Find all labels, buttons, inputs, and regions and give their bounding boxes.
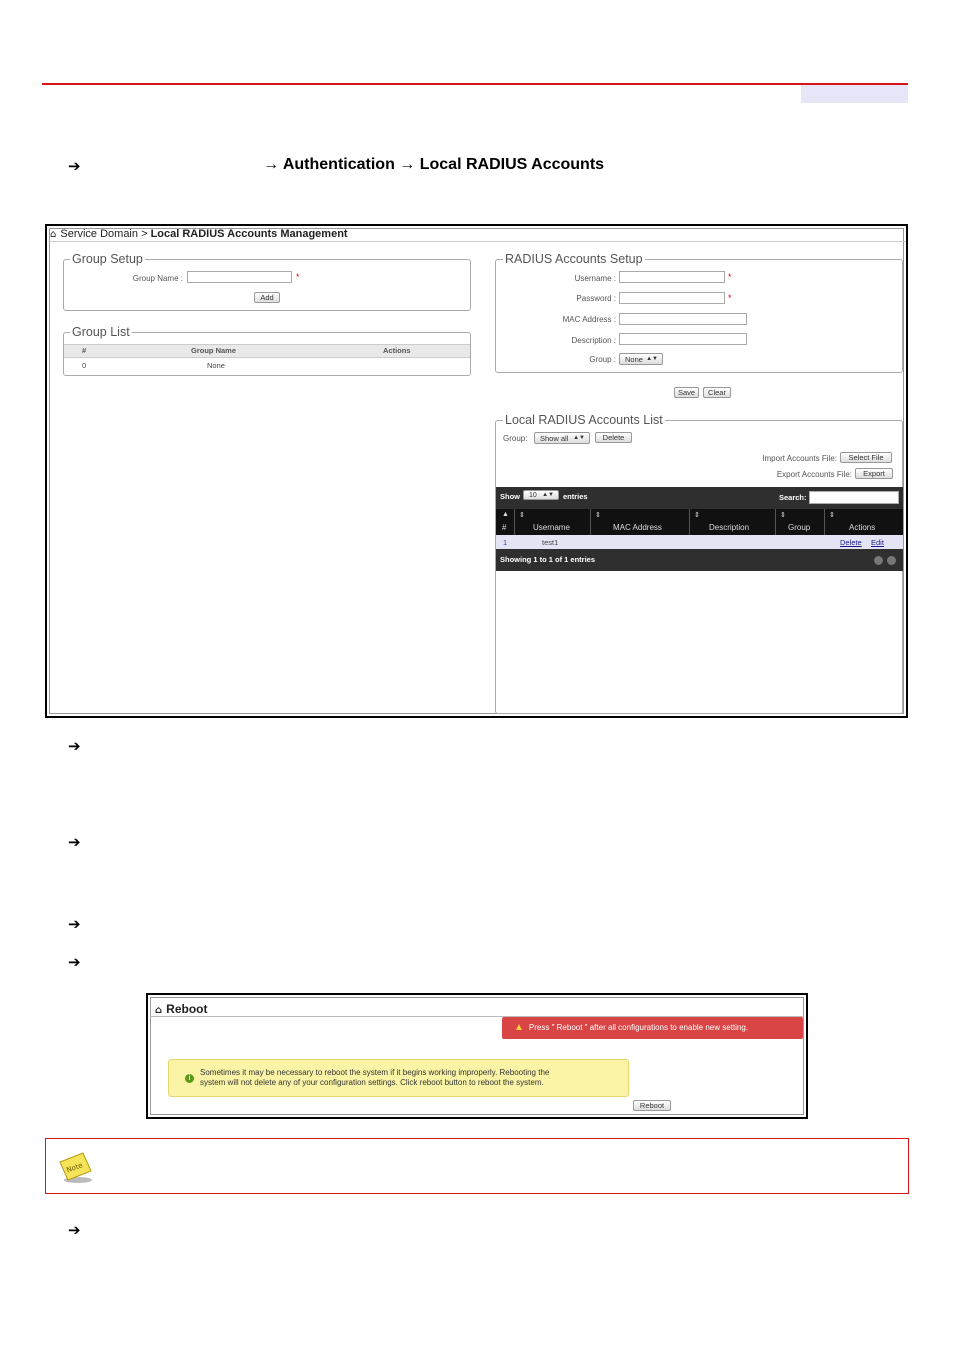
col-group[interactable]: Group: [788, 523, 811, 532]
save-button[interactable]: Save: [674, 387, 699, 398]
chevron-updown-icon: ▲▼: [646, 356, 658, 362]
delete-group-button[interactable]: Delete: [595, 432, 632, 443]
group-filter-select[interactable]: Show all ▲▼: [534, 432, 590, 444]
home-icon: ⌂: [50, 229, 57, 240]
reboot-title: ⌂ Reboot: [155, 1002, 208, 1016]
sort-icon[interactable]: ⇕: [519, 512, 525, 519]
add-group-button[interactable]: Add: [254, 292, 280, 303]
sort-icon[interactable]: ⇕: [829, 512, 835, 519]
col-actions: Actions: [383, 346, 411, 355]
header-rule: [42, 83, 908, 85]
note-icon: [57, 1151, 87, 1177]
reboot-screenshot: [146, 993, 808, 1119]
search-label: Search:: [779, 493, 807, 502]
arrow-icon: ➔: [68, 833, 81, 851]
group-name-label: Group Name :: [132, 274, 183, 283]
select-file-button[interactable]: Select File: [840, 452, 892, 463]
delete-link[interactable]: Delete: [840, 538, 862, 547]
divider: [48, 241, 906, 242]
reboot-alert: ▲ Press " Reboot " after all configurations to enable new setting.: [502, 1017, 803, 1039]
sort-icon[interactable]: ⇕: [595, 512, 601, 519]
chevron-updown-icon: ▲▼: [573, 435, 585, 441]
group-label: Group :: [589, 355, 616, 364]
export-button[interactable]: Export: [855, 468, 893, 479]
showing-info: Showing 1 to 1 of 1 entries: [500, 555, 596, 564]
required-mark: *: [728, 293, 732, 303]
username-label: Username :: [574, 274, 616, 283]
note-box: [45, 1138, 909, 1194]
required-mark: *: [296, 272, 300, 282]
col-description[interactable]: Description: [709, 523, 750, 532]
reboot-button[interactable]: Reboot: [633, 1100, 671, 1111]
sort-icon[interactable]: ⇕: [780, 512, 786, 519]
entries-label: entries: [563, 492, 588, 501]
col-actions[interactable]: Actions: [849, 523, 876, 532]
show-label: Show: [500, 492, 520, 501]
group-select[interactable]: None ▲▼: [619, 353, 663, 365]
description-label: Description :: [571, 336, 616, 345]
radius-setup-legend: RADIUS Accounts Setup: [505, 252, 643, 266]
mac-address-input[interactable]: [619, 313, 747, 325]
col-num: #: [82, 346, 87, 355]
accounts-list-legend: Local RADIUS Accounts List: [505, 413, 663, 427]
description-input[interactable]: [619, 333, 747, 345]
breadcrumb-current: Local RADIUS Accounts Management: [150, 228, 348, 240]
breadcrumb: ⌂ Service Domain > Local RADIUS Accounts Management: [50, 228, 348, 240]
header-tab: [801, 85, 908, 103]
arrow-icon: ➔: [68, 915, 81, 933]
password-label: Password :: [576, 294, 616, 303]
row-num: 1: [503, 538, 508, 547]
row-username: test1: [542, 538, 559, 547]
warning-icon: ▲: [514, 1022, 524, 1033]
page-length-select[interactable]: 10 ▲▼: [523, 490, 559, 500]
col-num[interactable]: #: [502, 523, 507, 532]
next-page-icon[interactable]: [887, 556, 896, 565]
col-username[interactable]: Username: [533, 523, 570, 532]
group-setup-panel: [63, 259, 471, 311]
arrow-icon: ➔: [68, 1221, 81, 1239]
svg-text:Note: Note: [65, 1161, 84, 1175]
reboot-info: i Sometimes it may be necessary to reboot the system if it begins working improperly. Rebooting the system will not delete any of your configuration settings. Click reboot button to reboot the system.: [168, 1059, 629, 1097]
sort-icon[interactable]: ⇕: [694, 512, 700, 519]
col-group-name: Group Name: [191, 346, 237, 355]
group-name-input[interactable]: [187, 271, 292, 283]
search-input[interactable]: [809, 491, 899, 504]
nav-path: → Authentication → Local RADIUS Accounts: [263, 156, 605, 173]
required-mark: *: [728, 272, 732, 282]
arrow-icon: ➔: [68, 737, 81, 755]
arrow-icon: ➔: [68, 157, 81, 175]
password-input[interactable]: [619, 292, 725, 304]
list-group-label: Group:: [503, 434, 528, 443]
home-icon: ⌂: [155, 1005, 163, 1016]
arrow-icon: ➔: [68, 953, 81, 971]
group-list-legend: Group List: [72, 325, 130, 339]
group-row-name: None: [207, 361, 225, 370]
export-label: Export Accounts File:: [776, 470, 852, 479]
info-icon: i: [185, 1074, 194, 1083]
import-label: Import Accounts File:: [762, 454, 837, 463]
chevron-updown-icon: ▲▼: [542, 492, 554, 498]
sort-asc-icon[interactable]: ▲: [502, 511, 509, 518]
group-row-num: 0: [82, 361, 87, 370]
group-setup-legend: Group Setup: [72, 252, 143, 266]
clear-button[interactable]: Clear: [703, 387, 731, 398]
username-input[interactable]: [619, 271, 725, 283]
col-mac-address[interactable]: MAC Address: [613, 523, 662, 532]
prev-page-icon[interactable]: [874, 556, 883, 565]
mac-address-label: MAC Address :: [562, 315, 616, 324]
edit-link[interactable]: Edit: [871, 538, 884, 547]
